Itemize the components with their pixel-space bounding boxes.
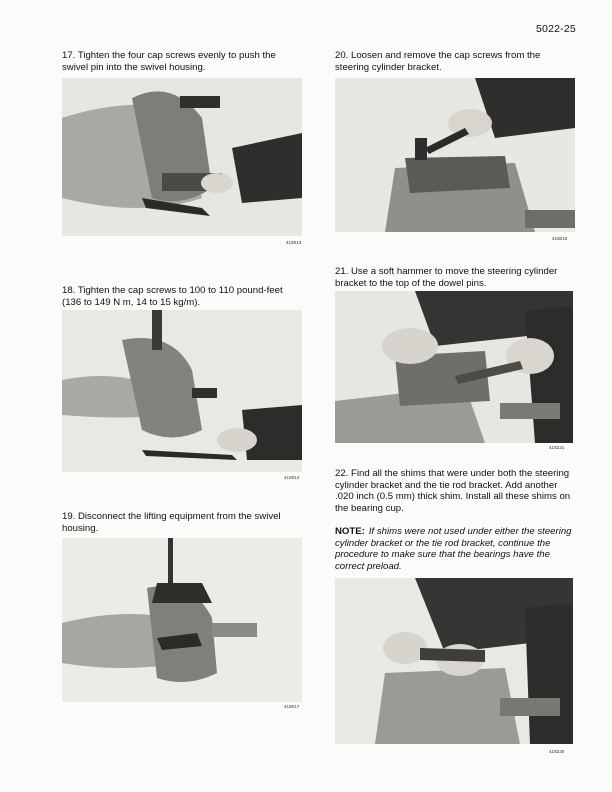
step-22-text: 22. Find all the shims that were under both the steering cylinder bracket and the tie rod bracket. Add another .020 inch (0.5 mm) thick shim. Install all these shims on the bearing cup. xyxy=(335,468,571,514)
step-20-photo xyxy=(335,78,575,232)
step-22-figure-id: 418225 xyxy=(549,749,565,754)
step-20-figure-id: 418016 xyxy=(552,236,568,241)
step-19-figure-id: 418017 xyxy=(284,704,300,709)
step-17-photo xyxy=(62,78,302,236)
step-18-figure-id: 418014 xyxy=(284,475,300,480)
step-17-figure-id: 418013 xyxy=(286,240,302,245)
step-19-text: 19. Disconnect the lifting equipment from the swivel housing. xyxy=(62,511,281,534)
step-21-text: 21. Use a soft hammer to move the steering cylinder bracket to the top of the dowel pins. xyxy=(335,266,558,289)
step-22-photo xyxy=(335,578,573,744)
page-number: 5022-25 xyxy=(536,23,576,35)
step-20-text: 20. Loosen and remove the cap screws from the steering cylinder bracket. xyxy=(335,50,541,73)
note xyxy=(335,526,575,572)
step-21-figure-id: 418221 xyxy=(549,445,565,450)
note-label: NOTE: xyxy=(335,526,365,537)
step-18-photo xyxy=(62,310,302,472)
note-text: If shims were not used under either the steering cylinder bracket or the tie rod bracket, continue the procedure to make sure that the bearings have the correct preload. xyxy=(335,526,572,572)
step-18-text: 18. Tighten the cap screws to 100 to 110 pound-feet (136 to 149 N m, 14 to 15 kg/m). xyxy=(62,285,283,308)
step-21-photo xyxy=(335,291,573,443)
step-19-photo xyxy=(62,538,302,702)
step-17-text: 17. Tighten the four cap screws evenly to push the swivel pin into the swivel housing. xyxy=(62,50,276,73)
